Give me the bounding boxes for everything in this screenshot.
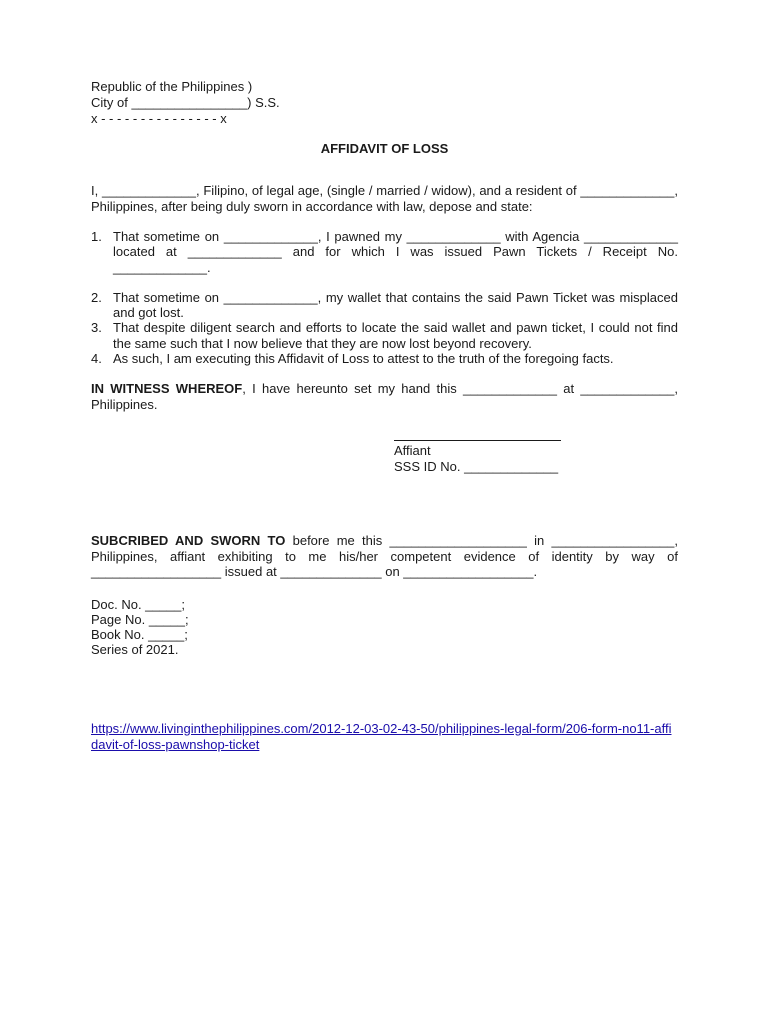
list-item-number: 4.: [91, 351, 102, 367]
affiant-label: Affiant: [394, 443, 431, 459]
list-item-number: 1.: [91, 229, 102, 244]
list-item-number: 3.: [91, 320, 102, 336]
sss-id-line: SSS ID No. _____________: [394, 459, 559, 475]
source-link[interactable]: https://www.livinginthephilippines.com/2012-12-03-02-43-50/philippines-legal-form/206-form-no11-affidavit-of-loss-pawnshop-ticket: [91, 720, 672, 752]
subscribed-heading: SUBCRIBED AND SWORN TO: [91, 533, 286, 549]
signature-block: [394, 432, 678, 475]
statement-list: [91, 229, 678, 366]
list-item-text: That sometime on _____________, my wallet that contains the said Pawn Ticket was misplaced and got lost.: [113, 289, 678, 321]
subscribed-text: before me this ___________________ in _________________, Philippines, affiant exhibiting to me his/her competent evidence of identity by way of __________________ issued at ______________ on __________________.: [91, 533, 678, 580]
list-item: [91, 229, 678, 275]
book-number: Book No. _____;: [91, 626, 188, 642]
document-title: AFFIDAVIT OF LOSS: [320, 141, 449, 156]
witness-paragraph: [91, 381, 678, 412]
witness-heading: IN WITNESS WHEREOF: [91, 381, 243, 397]
witness-text: , I have hereunto set my hand this _____________ at _____________, Philippines.: [91, 381, 679, 412]
header-city: City of ________________) S.S.: [91, 95, 280, 110]
subscribed-paragraph: [91, 533, 678, 580]
notarial-register: [91, 597, 678, 657]
series-year: Series of 2021.: [91, 641, 179, 657]
list-item-text: That sometime on _____________, I pawned my _____________ with Agencia _____________ located at _____________ and for which I was issued Pawn Tickets / Receipt No. _____________.: [113, 229, 678, 275]
list-item: [91, 320, 678, 351]
list-item: [91, 351, 678, 366]
list-item: [91, 290, 678, 321]
list-item-number: 2.: [91, 289, 102, 305]
doc-number: Doc. No. _____;: [91, 596, 185, 612]
signature-line: [394, 432, 561, 441]
affidavit-document: [91, 79, 678, 753]
list-item-text: As such, I am executing this Affidavit of Loss to attest to the truth of the foregoing facts.: [113, 351, 614, 367]
list-item-text: That despite diligent search and efforts to locate the said wallet and pawn ticket, I could not find the same such that I now believe that they are now lost beyond recovery.: [113, 320, 678, 351]
page-number: Page No. _____;: [91, 611, 189, 627]
intro-paragraph: I, _____________, Filipino, of legal age, (single / married / widow), and a resident of _____________, Philippines, after being duly sworn in accordance with law, depose and state:: [91, 183, 678, 214]
header-separator: x - - - - - - - - - - - - - - - x: [91, 111, 227, 126]
header-republic: Republic of the Philippines ): [91, 79, 253, 94]
